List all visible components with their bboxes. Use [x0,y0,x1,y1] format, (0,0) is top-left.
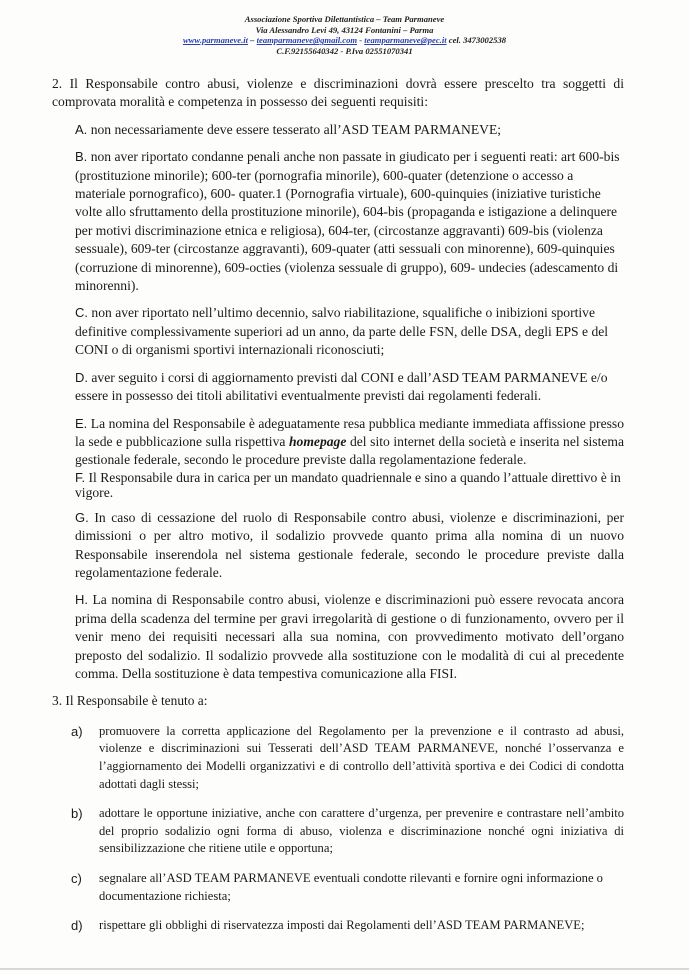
separator: – [248,35,257,46]
requirement-h [52,591,624,683]
item-text: del sito internet della società e inserita nel sistema gestionale federale, secondo le procedure previste dalla regolamentazione federale. [75,433,624,468]
section-2-intro: 2. Il Responsabile contro abusi, violenze e discriminazioni dovrà essere prescelto tra soggetti di comprovata moralità e competenza in possesso dei seguenti requisiti: [52,76,624,110]
item-text: non necessariamente deve essere tesserato all’ASD TEAM PARMANEVE; [87,121,502,137]
duty-marker: c) [71,870,82,886]
item-text: non aver riportato condanne penali anche non passate in giudicato per i seguenti reati: art 600-bis (prostituzione minorile); 600-ter (pornografia minorile), 600-quater (detenzione o accesso a materiale pornografico), 600- quater.1 (Pornografia virtuale), 600-quinquies (iniziative turistiche volte allo sfruttamento della prostituzione minorile), 604-bis (propaganda e istigazione a delinquere per motivi discriminazione etnica e religiosa), 604-ter, (circostanze aggravanti) 609-bis (violenza sessuale), 609-ter (circostanze aggravanti), 609-quater (atti sessuali con minorenne), 609-quinquies (corruzione di minorenne), 609-octies (violenza sessuale di gruppo), 609- undecies (adescamento di minorenni). [75,149,620,294]
requirement-b [52,148,624,295]
tax-codes: C.F.92155640342 - P.Iva 02551070341 [276,45,413,56]
requirement-d [52,369,624,406]
item-letter: D. [75,369,88,385]
requirement-e [52,415,624,470]
duty-a [52,723,624,793]
duty-text: rispettare gli obblighi di riservatezza imposti dai Regolamenti dell’ASD TEAM PARMANEVE; [99,918,585,933]
section-3-intro: 3. Il Responsabile è tenuto a: [52,693,208,709]
email-link[interactable]: teamparmaneve@gmail.com [256,35,358,46]
pec-link[interactable]: teamparmaneve@pec.it [364,35,447,46]
item-letter: C. [75,305,88,321]
item-text: In caso di cessazione del ruolo di Responsabile contro abusi, violenze e discriminazioni, per dimissioni o per altro motivo, il sodalizio provvede quanto prima alla nomina di un nuovo Responsabile inserendola nel sistema gestionale federale, secondo le procedure previste dalla regolamentazione federale. [75,509,624,580]
duty-marker: d) [71,918,83,934]
duties-list [52,723,624,935]
item-text: aver seguito i corsi di aggiornamento previsti dal CONI e dall’ASD TEAM PARMANEVE e/o essere in possesso dei titoli abilitativi eventualmente previsti dai regolamenti federali. [75,369,608,404]
item-letter: G. [75,509,89,525]
item-text: La nomina del Responsabile è adeguatamente resa pubblica mediante immediata affissione presso la sede e pubblicazione sulla rispettiva [75,415,624,449]
item-text: non aver riportato nell’ultimo decennio, salvo riabilitazione, squalifiche o inibizioni sportive definitive complessivamente superiori ad un anno, da parte delle FSN, delle DSA, degli EPS e del CONI o di organismi sportivi internazionali riconosciuti; [75,305,609,358]
scan-edge-divider [0,968,689,970]
item-letter: F. [75,469,86,485]
item-letter: E. [75,415,88,431]
association-name: Associazione Sportiva Dilettantistica – Team Parmaneve [244,14,445,24]
association-address: Via Alessandro Levi 49, 43124 Fontanini – Parma [255,24,434,35]
duty-text: promuovere la corretta applicazione del Regolamento per la prevenzione e il contrasto ad abusi, violenze e discriminazioni sui Tesserati dell’ASD TEAM PARMANEVE, nonché l’osservanza e l’aggiornamento dei Modelli organizzativi e di controllo dell’attività sportiva e dei Codici di condotta adottati dagli stessi; [99,723,624,791]
requirement-c [52,304,624,359]
duty-c [52,870,624,905]
duty-b [52,805,624,858]
duty-marker: a) [71,723,83,739]
duty-text: segnalare all’ASD TEAM PARMANEVE eventuali condotte rilevanti e fornire ogni informazione o documentazione richiesta; [99,870,603,903]
item-letter: H. [75,592,88,608]
item-letter: B. [75,149,88,165]
duty-d [52,917,624,935]
duty-marker: b) [71,806,83,822]
separator: - [357,35,365,46]
requirement-f [52,470,624,500]
phone-number: cel. 3473002538 [446,35,507,46]
requirement-g [52,509,624,583]
contact-line [0,35,689,46]
requirement-a [52,121,624,139]
homepage-emphasis: homepage [289,433,347,449]
item-text: Il Responsabile dura in carica per un mandato quadriennale e sino a quando l’attuale direttivo è in vigore. [75,469,621,500]
document-body [52,75,624,947]
duty-text: adottare le opportune iniziative, anche con carattere d’urgenza, per prevenire e contrastare nell’ambito del proprio sodalizio ogni forma di abuso, violenza e discriminazione nonché ogni iniziativa di sensibilizzazione che ritiene utile e opportuna; [99,806,624,856]
item-letter: A. [75,121,88,137]
item-text: La nomina di Responsabile contro abusi, violenze e discriminazioni può essere revocata ancora prima della scadenza del termine per gravi irregolarità di gestione o di funzionamento, ovvero per il venir meno dei requisiti necessari alla sua nomina, con provvedimento motivato dell’organo preposto del sodalizio. Il sodalizio provvede alla sostituzione con le modalità di cui al precedente comma. Della sostituzione è data tempestiva comunicazione alla FISI. [75,592,624,681]
website-link[interactable]: www.parmaneve.it [182,35,249,46]
letterhead [0,14,689,56]
